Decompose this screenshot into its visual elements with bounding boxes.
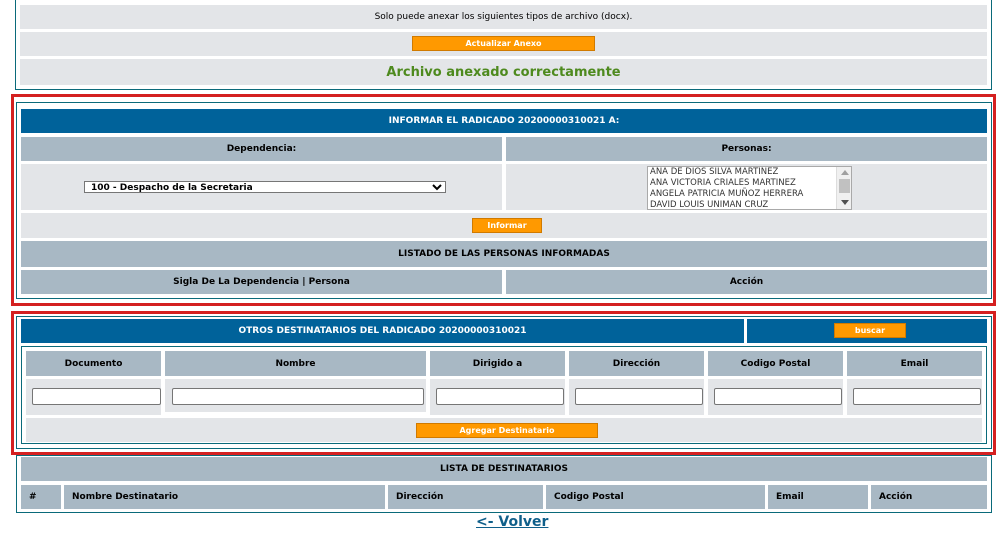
listado-informados-title: LISTADO DE LAS PERSONAS INFORMADAS	[21, 241, 987, 267]
documento-column-header: Documento	[26, 351, 161, 376]
upload-success-row	[20, 59, 987, 85]
dirigido-column-header: Dirigido a	[430, 351, 565, 376]
nombre-input[interactable]	[172, 388, 424, 405]
personas-listbox[interactable]	[647, 166, 852, 210]
sigla-column-header: Sigla De La Dependencia | Persona	[21, 270, 502, 294]
personas-label: Personas:	[506, 137, 987, 161]
upload-notice: Solo puede anexar los siguientes tipos de archivo (docx).	[374, 12, 633, 22]
lista-col-codigo-postal: Codigo Postal	[546, 485, 765, 509]
scroll-down-icon[interactable]	[841, 200, 849, 205]
persona-option[interactable]: DAVID LOUIS UNIMAN CRUZ	[650, 200, 769, 210]
persona-option[interactable]: ANGELA PATRICIA MUÑOZ HERRERA	[650, 189, 804, 199]
dirigido-input[interactable]	[436, 388, 564, 405]
informar-button[interactable]: Informar	[472, 218, 542, 233]
lista-col-nombre: Nombre Destinatario	[64, 485, 385, 509]
lista-col-num: #	[21, 485, 61, 509]
persona-option[interactable]: ANA DE DIOS SILVA MARTINEZ	[650, 167, 779, 177]
upload-notice-row	[20, 5, 987, 29]
lista-col-direccion: Dirección	[388, 485, 543, 509]
lista-col-accion: Acción	[871, 485, 987, 509]
dependencia-select[interactable]	[84, 181, 446, 193]
direccion-input[interactable]	[575, 388, 703, 405]
codigo-postal-input[interactable]	[714, 388, 842, 405]
email-column-header: Email	[847, 351, 982, 376]
update-annex-button[interactable]: Actualizar Anexo	[412, 36, 595, 51]
dependencia-label: Dependencia:	[21, 137, 502, 161]
email-input[interactable]	[853, 388, 981, 405]
codigo-postal-column-header: Codigo Postal	[708, 351, 843, 376]
direccion-column-header: Dirección	[569, 351, 704, 376]
back-link[interactable]: <- Volver	[476, 514, 549, 530]
accion-column-header: Acción	[506, 270, 987, 294]
scroll-up-icon[interactable]	[841, 170, 849, 175]
persona-option[interactable]: ANA VICTORIA CRIALES MARTINEZ	[650, 178, 796, 188]
lista-col-email: Email	[768, 485, 868, 509]
add-destinatario-button[interactable]: Agregar Destinatario	[416, 423, 598, 438]
upload-success-message: Archivo anexado correctamente	[386, 64, 621, 80]
documento-input[interactable]	[32, 388, 161, 405]
informar-title: INFORMAR EL RADICADO 20200000310021 A:	[21, 109, 987, 133]
lista-destinatarios-title: LISTA DE DESTINATARIOS	[21, 457, 987, 481]
buscar-button[interactable]: buscar	[834, 323, 906, 338]
personas-scrollbar[interactable]	[836, 167, 851, 209]
otros-title: OTROS DESTINATARIOS DEL RADICADO 20200000310021	[21, 319, 744, 343]
nombre-column-header: Nombre	[165, 351, 426, 376]
scroll-thumb[interactable]	[839, 179, 850, 193]
